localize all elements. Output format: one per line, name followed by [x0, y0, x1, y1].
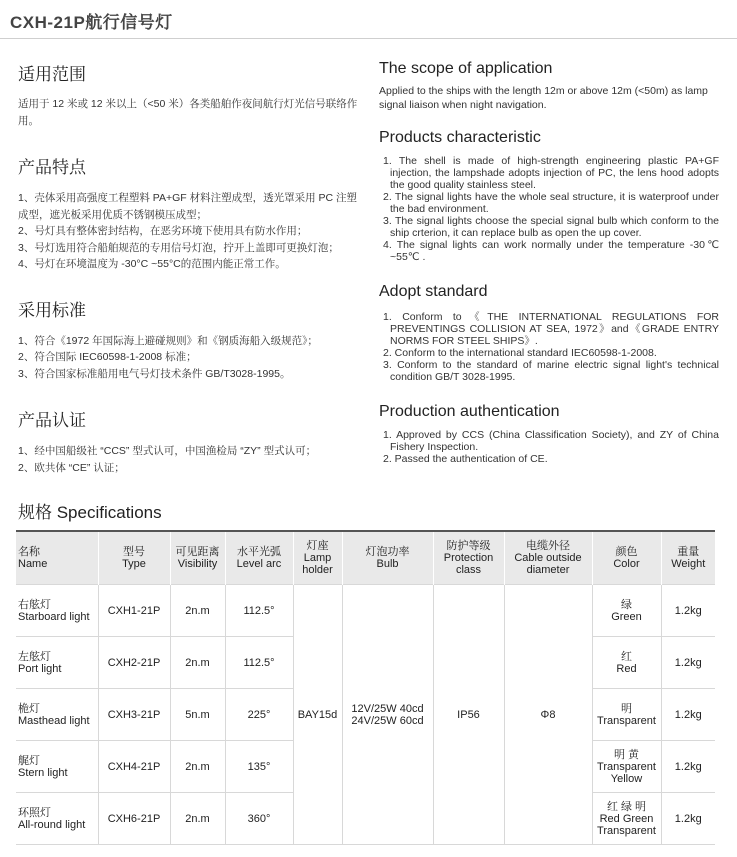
header-weight: 重量 Weight	[661, 531, 715, 585]
header-cable: 电缆外径 Cable outside diameter	[504, 531, 592, 585]
cell-type: CXH2-21P	[98, 637, 170, 689]
en-characteristic-section	[379, 129, 719, 263]
cell-type: CXH6-21P	[98, 793, 170, 845]
cell-visibility: 2n.m	[170, 637, 225, 689]
list-item: 4、号灯在环境温度为 -30°C ~55°C的范围内能正常工作。	[18, 258, 286, 270]
en-authentication-heading: Production authentication	[379, 403, 560, 420]
cn-authentication-list	[18, 443, 358, 476]
en-scope-section	[379, 60, 719, 112]
list-item: 4. The signal lights can work normally under the temperature -30℃ ~55℃ .	[383, 239, 719, 263]
title-divider	[0, 38, 737, 39]
header-name: 名称 Name	[16, 531, 98, 585]
en-scope-heading: The scope of application	[379, 60, 553, 77]
cell-color: 红 绿 明 Red Green Transparent	[592, 793, 661, 845]
list-item: 2. Passed the authentication of CE.	[383, 453, 548, 465]
en-standard-section	[379, 283, 719, 383]
list-item: 3、号灯选用符合船舶规范的专用信号灯泡，拧开上盖即可更换灯泡；	[18, 241, 339, 254]
cn-authentication-heading: 产品认证	[18, 411, 86, 430]
cn-scope-heading: 适用范围	[18, 65, 86, 84]
en-authentication-section	[379, 403, 719, 465]
cn-characteristic-heading: 产品特点	[18, 158, 86, 177]
header-type: 型号 Type	[98, 531, 170, 585]
cell-level-arc: 112.5°	[225, 585, 293, 637]
cell-type: CXH4-21P	[98, 741, 170, 793]
cn-characteristic-section	[18, 153, 358, 273]
cell-visibility: 2n.m	[170, 793, 225, 845]
cell-bulb: 12V/25W 40cd 24V/25W 60cd	[342, 585, 433, 845]
header-protection: 防护等级 Protection class	[433, 531, 504, 585]
cn-scope-section	[18, 60, 358, 129]
specs-table	[16, 530, 715, 845]
cell-color: 红 Red	[592, 637, 661, 689]
cell-visibility: 2n.m	[170, 585, 225, 637]
cell-name: 左舷灯 Port light	[16, 637, 98, 689]
cell-color: 明 黄 Transparent Yellow	[592, 741, 661, 793]
cell-protection: IP56	[433, 585, 504, 845]
cell-name: 环照灯 All-round light	[16, 793, 98, 845]
cn-scope-text: 适用于 12 米或 12 米以上（<50 米）各类船舶作夜间航行灯光信号联络作用。	[18, 98, 358, 127]
header-level-arc: 水平光弧 Level arc	[225, 531, 293, 585]
cell-visibility: 2n.m	[170, 741, 225, 793]
en-scope-text: Applied to the ships with the length 12m or above 12m (<50m) as lamp signal liaison when night navigation.	[379, 85, 708, 111]
list-item: 2. Conform to the international standard IEC60598-1-2008.	[383, 347, 657, 359]
cell-type: CXH1-21P	[98, 585, 170, 637]
cell-weight: 1.2kg	[661, 689, 715, 741]
cell-weight: 1.2kg	[661, 637, 715, 689]
table-header-row	[16, 531, 715, 585]
header-bulb: 灯泡功率 Bulb	[342, 531, 433, 585]
cell-cable: Φ8	[504, 585, 592, 845]
cn-standard-heading: 采用标准	[18, 300, 86, 320]
cell-weight: 1.2kg	[661, 741, 715, 793]
cell-visibility: 5n.m	[170, 689, 225, 741]
list-item: 1. Conform to《THE INTERNATIONAL REGULATIONS FOR PREVENTINGS COLLISION AT SEA, 1972》and《GRADE ENTRY NORMS FOR STEEL SHIPS》.	[383, 311, 719, 347]
list-item: 1. The shell is made of high-strength engineering plastic PA+GF injection, the lampshade adopts injection of PC, the lens hood adopts the good quality stainless steel.	[383, 155, 719, 191]
cell-weight: 1.2kg	[661, 585, 715, 637]
list-item: 2、符合国际 IEC60598-1-2008 标准；	[18, 351, 197, 363]
en-characteristic-heading: Products characteristic	[379, 129, 541, 146]
list-item: 2. The signal lights have the whole seal structure, it is waterproof under the bad environment.	[383, 191, 719, 215]
cell-color: 绿 Green	[592, 585, 661, 637]
cn-characteristic-list	[18, 190, 358, 273]
cell-name: 右舷灯 Starboard light	[16, 585, 98, 637]
list-item: 1、经中国船级社 “CCS” 型式认可，中国渔检局 “ZY” 型式认可；	[18, 445, 317, 457]
list-item: 3. Conform to the standard of marine electric signal light's technical condition GB/T 3028-1995.	[383, 359, 719, 383]
list-item: 1. Approved by CCS (China Classification Society), and ZY of China Fishery Inspection.	[383, 429, 719, 453]
page-title: CXH-21P航行信号灯	[10, 13, 173, 32]
table-row	[16, 585, 715, 637]
cn-standard-section	[18, 296, 358, 383]
specs-heading: 规格 Specifications	[18, 503, 162, 522]
cn-authentication-section	[18, 406, 358, 476]
list-item: 1、符合《1972 年国际海上避碰规则》和《钢质海船入级规范》；	[18, 334, 318, 347]
cell-level-arc: 360°	[225, 793, 293, 845]
header-visibility: 可见距离 Visibility	[170, 531, 225, 585]
cell-level-arc: 225°	[225, 689, 293, 741]
en-authentication-list	[379, 429, 719, 465]
cell-name: 艉灯 Stern light	[16, 741, 98, 793]
cell-color: 明 Transparent	[592, 689, 661, 741]
list-item: 1、壳体采用高强度工程塑料 PA+GF 材料注塑成型，透光罩采用 PC 注塑成型，遮光板采用优质不锈钢模压成型；	[18, 192, 358, 221]
list-item: 2、号灯具有整体密封结构，在恶劣环境下使用具有防水作用；	[18, 225, 308, 237]
cell-weight: 1.2kg	[661, 793, 715, 845]
list-item: 2、欧共体 “CE” 认证；	[18, 461, 125, 474]
header-lamp-holder: 灯座 Lamp holder	[293, 531, 342, 585]
cn-standard-list	[18, 333, 358, 383]
cell-lamp-holder: BAY15d	[293, 585, 342, 845]
list-item: 3. The signal lights choose the special signal bulb which conform to the ship crterion, it can replace bulb as open the up cover.	[383, 215, 719, 239]
cell-level-arc: 112.5°	[225, 637, 293, 689]
cell-level-arc: 135°	[225, 741, 293, 793]
en-characteristic-list	[379, 155, 719, 263]
chinese-column	[18, 60, 358, 476]
cell-type: CXH3-21P	[98, 689, 170, 741]
en-standard-heading: Adopt standard	[379, 283, 488, 300]
cell-name: 桅灯 Masthead light	[16, 689, 98, 741]
header-color: 颜色 Color	[592, 531, 661, 585]
en-standard-list	[379, 311, 719, 383]
english-column	[379, 60, 719, 465]
list-item: 3、符合国家标准船用电气号灯技术条件 GB/T3028-1995。	[18, 367, 291, 380]
